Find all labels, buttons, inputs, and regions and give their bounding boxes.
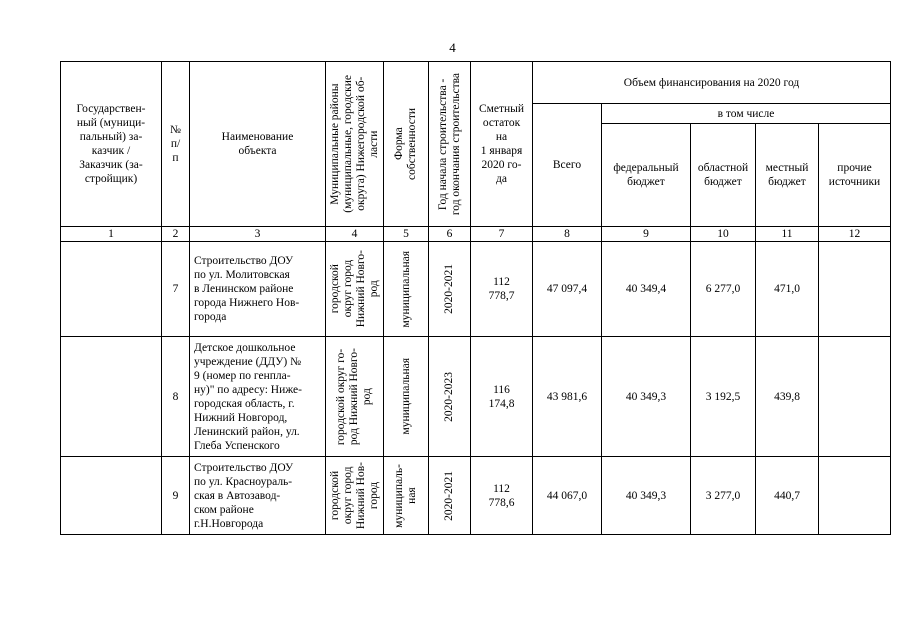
header-regional: областной бюджет [691,124,756,227]
column-number: 3 [190,227,326,242]
cell-balance: 112 778,6 [471,457,533,535]
cell-balance: 116 174,8 [471,337,533,457]
header-name: Наименование объекта [190,62,326,227]
column-number: 10 [691,227,756,242]
column-number: 11 [756,227,819,242]
column-number: 8 [533,227,602,242]
header-years: Год начала строительства - год окончания строительства [429,62,471,227]
header-federal: федеральный бюджет [602,124,691,227]
cell-other [819,337,891,457]
cell-years: 2020-2023 [429,337,471,457]
header-total: Всего [533,104,602,227]
cell-total: 47 097,4 [533,242,602,337]
header-customer: Государствен- ный (муници- пальный) за- казчик / Заказчик (за- стройщик) [61,62,162,227]
cell-regional: 3 277,0 [691,457,756,535]
cell-ownership: муниципаль- ная [384,457,429,535]
cell-years: 2020-2021 [429,242,471,337]
header-including: в том числе [602,104,891,124]
column-number: 9 [602,227,691,242]
cell-ownership: муниципальная [384,337,429,457]
cell-customer [61,337,162,457]
financing-table [60,61,891,535]
cell-balance: 112 778,7 [471,242,533,337]
cell-federal: 40 349,3 [602,457,691,535]
cell-years: 2020-2021 [429,457,471,535]
table-row [61,242,891,337]
cell-local: 439,8 [756,337,819,457]
cell-total: 44 067,0 [533,457,602,535]
cell-ownership: муниципальная [384,242,429,337]
cell-customer [61,242,162,337]
column-number: 5 [384,227,429,242]
cell-regional: 3 192,5 [691,337,756,457]
header-balance: Сметный остаток на 1 января 2020 го- да [471,62,533,227]
header-funding: Объем финансирования на 2020 год [533,62,891,104]
cell-other [819,242,891,337]
cell-federal: 40 349,4 [602,242,691,337]
page-number: 4 [449,40,456,55]
column-number: 4 [326,227,384,242]
column-number: 2 [162,227,190,242]
header-num: № п/ п [162,62,190,227]
cell-other [819,457,891,535]
column-number-row [61,227,891,242]
cell-name: Детское дошкольное учреждение (ДДУ) № 9 (номер по генпла- ну)" по адресу: Ниже- городская область, г. Нижний Новгород, Ленинский район, ул. Глеба Успенского [190,337,326,457]
cell-district: городской округ го- род Нижний Новго- род [326,337,384,457]
cell-name: Строительство ДОУ по ул. Красноураль- ская в Автозавод- ском районе г.Н.Новгорода [190,457,326,535]
column-number: 1 [61,227,162,242]
cell-num: 7 [162,242,190,337]
cell-district: городской округ город Нижний Новго- род [326,242,384,337]
table-row [61,337,891,457]
table-row [61,457,891,535]
cell-district: городской округ город Нижний Нов- город [326,457,384,535]
cell-name: Строительство ДОУ по ул. Молитовская в Ленинском районе города Нижнего Нов- города [190,242,326,337]
column-number: 12 [819,227,891,242]
header-other: прочие источники [819,124,891,227]
header-ownership: Форма собственности [384,62,429,227]
cell-federal: 40 349,3 [602,337,691,457]
column-number: 6 [429,227,471,242]
cell-num: 8 [162,337,190,457]
cell-local: 440,7 [756,457,819,535]
header-local: местный бюджет [756,124,819,227]
column-number: 7 [471,227,533,242]
cell-customer [61,457,162,535]
cell-local: 471,0 [756,242,819,337]
header-district: Муниципальные районы (муниципальные, городские округа) Нижегородской об- ласти [326,62,384,227]
cell-total: 43 981,6 [533,337,602,457]
cell-num: 9 [162,457,190,535]
cell-regional: 6 277,0 [691,242,756,337]
